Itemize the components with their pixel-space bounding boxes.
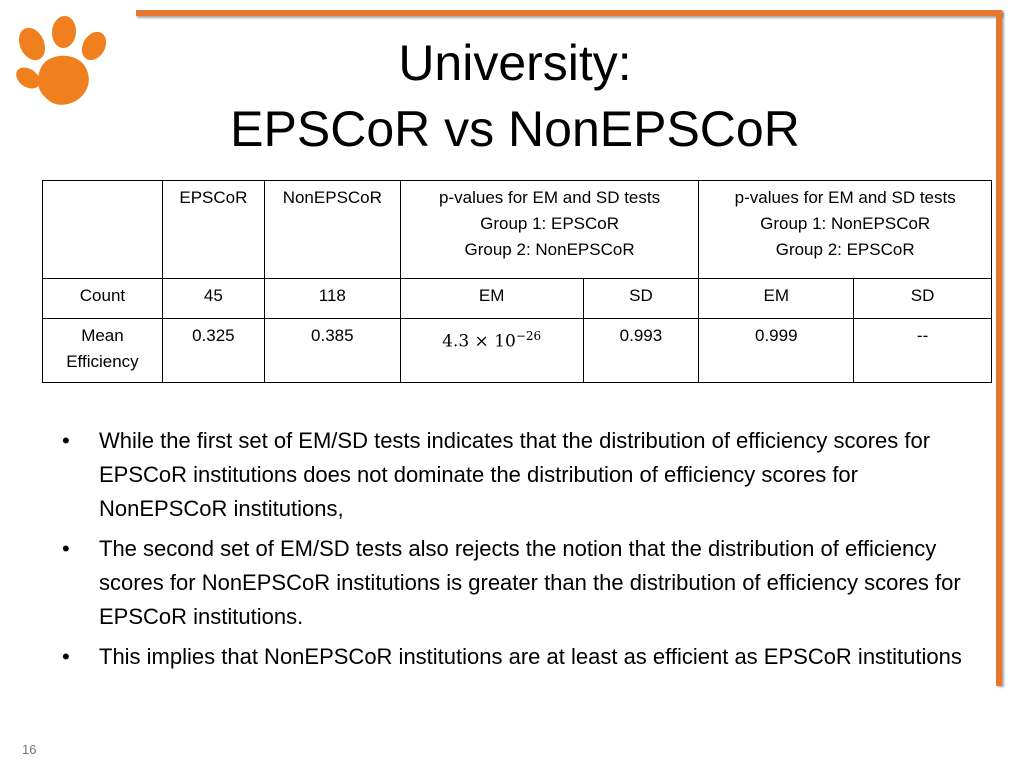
pvalue-exponent: −26 — [515, 329, 542, 343]
mean-group-b-sd: -- — [854, 319, 992, 383]
orange-frame-top — [136, 10, 1002, 16]
table-row-mean-efficiency — [43, 319, 992, 383]
orange-frame-right — [996, 10, 1002, 686]
paw-logo-icon — [10, 14, 114, 112]
mean-epscor: 0.325 — [162, 319, 264, 383]
table-header-row — [43, 181, 992, 279]
bullet-list — [62, 424, 982, 680]
bullet-item — [62, 532, 982, 634]
bullet-text-3: This implies that NonEPSCoR institutions are at least as efficient as EPSCoR institutions — [99, 644, 962, 669]
count-label: Count — [43, 279, 163, 319]
count-group-a-sd: SD — [583, 279, 699, 319]
title-line-1: University: — [398, 35, 632, 91]
header-empty-cell — [43, 181, 163, 279]
bullet-text-1: While the first set of EM/SD tests indicates that the distribution of efficiency scores for EPSCoR institutions does not dominate the distribution of efficiency scores for NonEPSCoR institutions, — [99, 428, 931, 521]
header-group-b — [699, 181, 992, 279]
page-number: 16 — [22, 742, 37, 757]
count-group-b-sd: SD — [854, 279, 992, 319]
mean-label-line1: Mean — [81, 326, 124, 345]
bullet-marker: • — [62, 428, 70, 453]
slide-title — [120, 30, 910, 162]
results-table — [42, 180, 992, 383]
title-line-2: EPSCoR vs NonEPSCoR — [230, 101, 800, 157]
header-group-a-line2: Group 1: EPSCoR — [480, 214, 620, 233]
mean-group-a-em — [400, 319, 583, 383]
bullet-item — [62, 424, 982, 526]
bullet-item — [62, 640, 982, 674]
mean-group-b-em: 0.999 — [699, 319, 854, 383]
header-epscor: EPSCoR — [162, 181, 264, 279]
header-group-a-line3: Group 2: NonEPSCoR — [464, 240, 635, 259]
bullet-text-2: The second set of EM/SD tests also rejects the notion that the distribution of efficiency scores for NonEPSCoR institutions is greater than the distribution of efficiency scores for EPSCoR institutions. — [99, 536, 961, 629]
header-group-a-line1: p-values for EM and SD tests — [439, 188, 661, 207]
count-group-a-em: EM — [400, 279, 583, 319]
mean-group-a-sd: 0.993 — [583, 319, 699, 383]
mean-nonepscor: 0.385 — [264, 319, 400, 383]
header-group-b-line1: p-values for EM and SD tests — [734, 188, 956, 207]
header-group-b-line3: Group 2: EPSCoR — [775, 240, 915, 259]
pvalue-mantissa: 4.3 × 10 — [442, 331, 516, 352]
count-group-b-em: EM — [699, 279, 854, 319]
header-nonepscor: NonEPSCoR — [264, 181, 400, 279]
bullet-marker: • — [62, 644, 70, 669]
header-group-a — [400, 181, 699, 279]
table-row-count — [43, 279, 992, 319]
mean-efficiency-label — [43, 319, 163, 383]
bullet-marker: • — [62, 536, 70, 561]
count-nonepscor: 118 — [264, 279, 400, 319]
mean-label-line2: Efficiency — [66, 352, 139, 371]
count-epscor: 45 — [162, 279, 264, 319]
header-group-b-line2: Group 1: NonEPSCoR — [760, 214, 931, 233]
